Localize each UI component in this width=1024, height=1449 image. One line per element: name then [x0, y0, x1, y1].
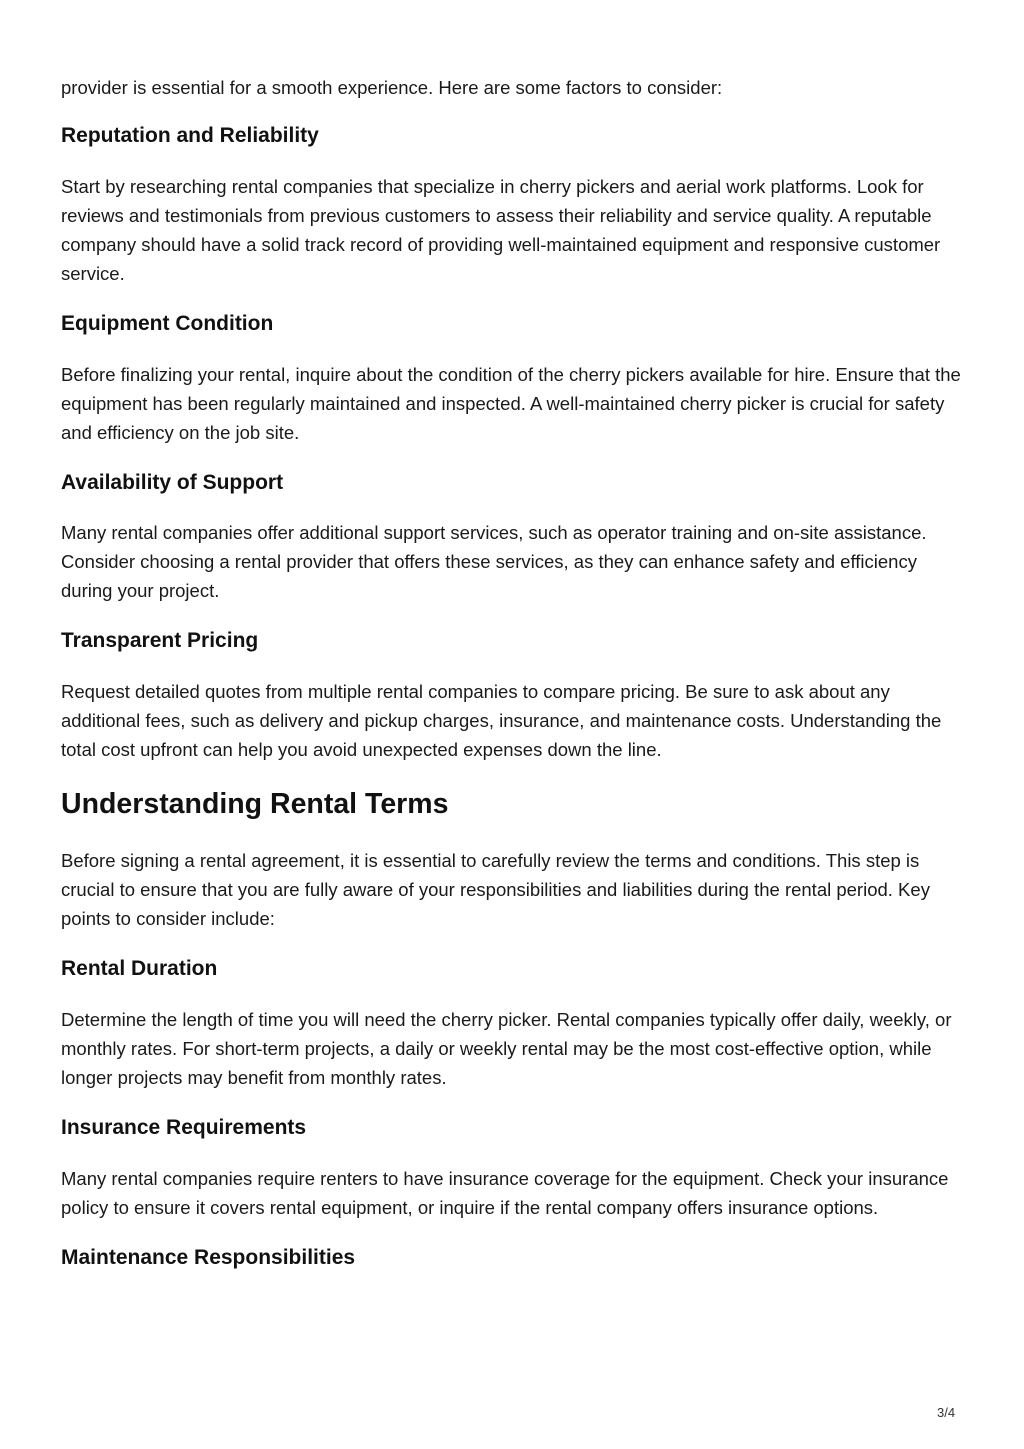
pricing-paragraph: Request detailed quotes from multiple rental companies to compare pricing. Be sure to ask about any additional fees, such as delivery and pickup charges, insurance, and maintenance costs. Understanding the total cost upfront can help you avoid unexpected expenses down the line.	[61, 681, 942, 760]
support-heading: Availability of Support	[61, 471, 284, 494]
pricing-heading: Transparent Pricing	[61, 629, 259, 652]
maintenance-heading: Maintenance Responsibilities	[61, 1246, 356, 1269]
equipment-condition-paragraph: Before finalizing your rental, inquire about the condition of the cherry pickers available for hire. Ensure that the equipment has been regularly maintained and inspected. A well-maintained cherry picker is crucial for safety and efficiency on the job site.	[61, 364, 961, 443]
intro-paragraph: provider is essential for a smooth experience. Here are some factors to consider:	[61, 77, 723, 98]
insurance-heading: Insurance Requirements	[61, 1116, 307, 1139]
document-page	[61, 73, 966, 1272]
rental-terms-heading: Understanding Rental Terms	[61, 788, 449, 820]
insurance-paragraph: Many rental companies require renters to have insurance coverage for the equipment. Check your insurance policy to ensure it covers rental equipment, or inquire if the rental company offers insurance options.	[61, 1168, 949, 1218]
equipment-condition-heading: Equipment Condition	[61, 312, 274, 335]
reputation-heading: Reputation and Reliability	[61, 124, 319, 147]
support-paragraph: Many rental companies offer additional support services, such as operator training and on-site assistance. Consider choosing a rental provider that offers these services, as they can enhance safety and efficiency during your project.	[61, 522, 927, 601]
page-number: 3/4	[937, 1405, 956, 1420]
rental-duration-heading: Rental Duration	[61, 957, 218, 980]
rental-terms-paragraph: Before signing a rental agreement, it is essential to carefully review the terms and conditions. This step is crucial to ensure that you are fully aware of your responsibilities and liabilities during the rental period. Key points to consider include:	[61, 850, 930, 929]
rental-duration-paragraph: Determine the length of time you will need the cherry picker. Rental companies typically offer daily, weekly, or monthly rates. For short-term projects, a daily or weekly rental may be the most cost-effective option, while longer projects may benefit from monthly rates.	[61, 1009, 952, 1088]
reputation-paragraph: Start by researching rental companies that specialize in cherry pickers and aerial work platforms. Look for reviews and testimonials from previous customers to assess their reliability and service quality. A reputable company should have a solid track record of providing well-maintained equipment and responsive customer service.	[61, 176, 941, 284]
